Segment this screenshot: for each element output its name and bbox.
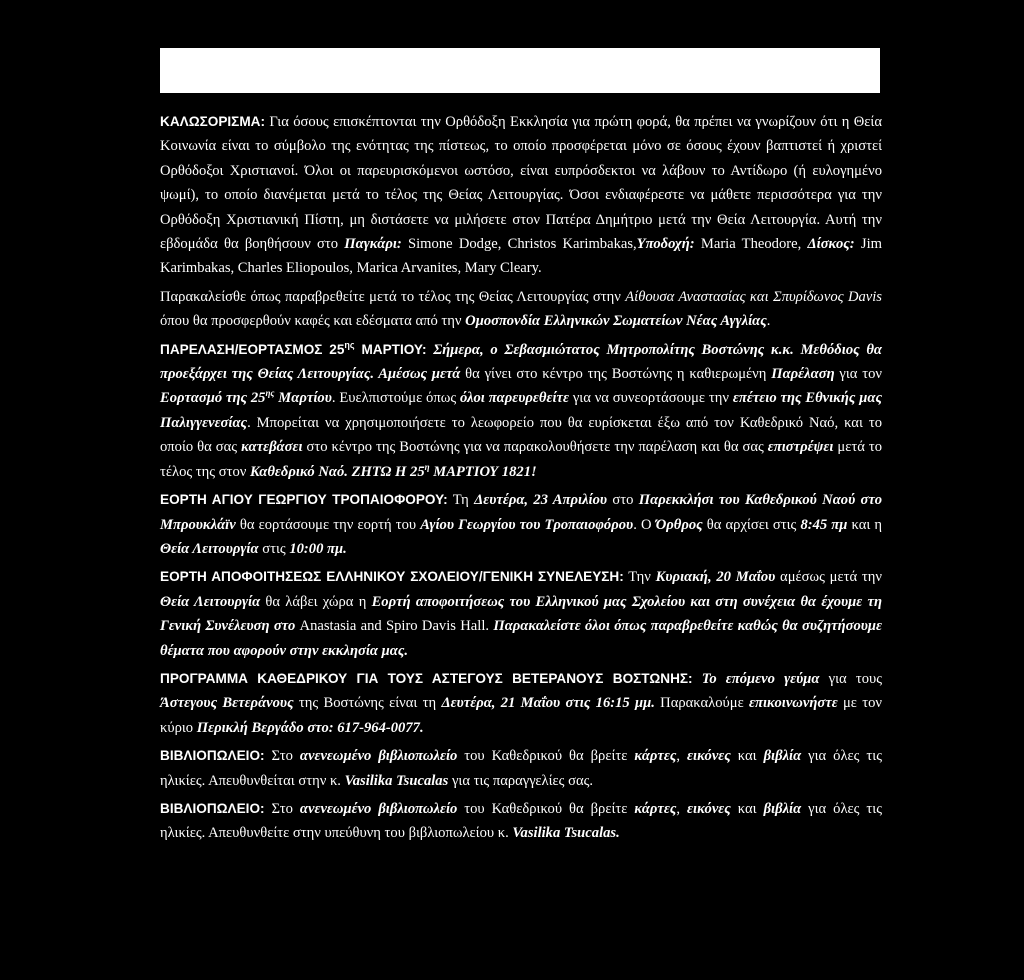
george-heading: ΕΟΡΤΗ ΑΓΙΟΥ ΓΕΩΡΓΙΟΥ ΤΡΟΠΑΙΟΦΟΡΟΥ: [160,492,448,508]
bookstore1-heading: ΒΙΒΛΙΟΠΩΛΕΙΟ: [160,748,265,764]
bookstore2-heading: ΒΙΒΛΙΟΠΩΛΕΙΟ: [160,800,265,816]
bookstore1-t4: και [730,748,764,765]
graduation-heading: ΕΟΡΤΗ ΑΠΟΦΟΙΤΗΣΕΩΣ ΕΛΛΗΝΙΚΟΥ ΣΧΟΛΕΙΟΥ/ΓΕΝΙΚΗ ΣΥΝΕΛΕΥΣΗ: [160,569,624,585]
parade-t7: μετά το τέλος της στον [160,439,882,480]
veterans-b3: Δευτέρα, 21 Μαΐου στις 16:15 μμ. [441,695,655,712]
bookstore2-b2: κάρτες [634,800,677,817]
bookstore2-t5: για όλες τις ηλικίες. Απευθυνθείτε στην υπεύθυνη του βιβλιοπωλείου κ. [160,800,882,842]
graduation-b4: Παρακαλείστε όλοι όπως παραβρεθείτε καθώς θα συζητήσουμε θέματα που αφορούν στην εκκλησία μας. [160,618,882,659]
veterans-t1 [693,671,702,687]
parade-t1: θα γίνει στο κέντρο της Βοστώνης η καθιερωμένη [460,366,772,383]
graduation-t2: αμέσως μετά την [775,569,883,586]
george-b1: Δευτέρα, 23 Απριλίου [474,492,608,509]
bookstore1-b5: Vasilika Tsucalas [344,772,449,789]
veterans-t2: για τους [819,670,883,687]
coffee-paragraph [160,285,882,334]
bookstore1-b2: κάρτες [634,748,677,765]
george-b6: Θεία Λειτουργία [160,540,259,557]
bookstore2-t2: του Καθεδρικού θα βρείτε [457,800,635,817]
parade-b2: Παρέλαση [771,366,835,383]
george-t5: θα αρχίσει στις [702,516,801,533]
coffee-federation: Ομοσπονδία Ελληνικών Σωματείων Νέας Αγγλίας [465,313,767,330]
bookstore1-b1: ανενεωμένο βιβλιοπωλείο [299,748,458,765]
veterans-paragraph [160,667,882,740]
graduation-paragraph [160,565,882,663]
veterans-t5: με τον κύριο [160,695,882,736]
parade-t3: . Ευελπιστούμε όπως [331,390,460,407]
bookstore2-b4: βιβλία [763,800,802,817]
parade-b3-text: Εορτασμό της 25 [160,390,266,407]
parade-b1: Σήμερα, ο Σεβασμιώτατος Μητροπολίτης Βοστώνης κ.κ. Μεθόδιος θα προεξάρχει της Θείας Λειτουργίας. Αμέσως μετά [160,341,882,383]
bookstore1-t2: του Καθεδρικού θα βρείτε [457,748,635,765]
parade-b3 [160,390,332,406]
bookstore-paragraph-1 [160,744,882,793]
bookstore2-t1: Στο [264,800,300,817]
coffee-text-1: Παρακαλείσθε όπως παραβρεθείτε μετά το τέλος της Θείας Λειτουργίας στην [160,288,626,305]
parade-b8-sup: η [424,461,430,472]
parade-heading-sup: ης [344,339,355,350]
george-t7: στις [258,540,290,557]
veterans-t4: Παρακαλούμε [654,695,750,712]
george-b2: Παρεκκλήσι του Καθεδρικού Ναού στο Μπρουκλάϊν [160,492,882,533]
graduation-b2: Θεία Λειτουργία [160,593,261,610]
parade-b8-end: ΜΑΡΤΙΟΥ 1821! [429,463,537,480]
welcome-text: Για όσους επισκέπτονται την Ορθόδοξη Εκκλησία για πρώτη φορά, θα πρέπει να γνωρίζουν ότι η Θεία Κοινωνία είναι το σύμβολο της ενότητας της πίστεως, το οποίο προσφέρεται μόνο σε όσους έχουν βαπτιστεί ή χριστεί Ορθόδοξοι Χριστιανοί. Όλοι οι παρευρισκόμενοι ωστόσο, είναι ευπρόσδεκτοι να λάβουν το Αντίδωρο (ή ευλογημένο ψωμί), το οποίο διανέμεται μετά το τέλος της Θείας Λειτουργίας. Όσοι ενδιαφέρεστε να μάθετε περισσότερα για την Ορθόδοξη Χριστιανική Πίστη, μη διστάσετε να μιλήσετε στον Πατέρα Δημήτριο μετά την Θεία Λειτουργία. Αυτή την εβδομάδα θα βοηθήσουν στο [160,114,882,253]
pangari-label: Παγκάρι: [344,236,402,253]
bookstore1-t6: για τις παραγγελίες σας. [448,772,594,789]
graduation-b1: Κυριακή, 20 Μαΐου [655,569,776,586]
coffee-text-3: . [766,313,771,330]
george-b5: 8:45 πμ [800,516,848,533]
parade-b3-end: Μαρτίου [274,390,332,407]
parade-b7: επιστρέψει [767,439,834,456]
parade-t5: . Μπορείται να χρησιμοποιήσετε το λεωφορείο που θα ευρίσκεται έξω από τον Καθεδρικό Ναό, και το οποίο θα σας [160,414,882,456]
george-t1: Τη [447,492,475,509]
george-b3: Αγίου Γεωργίου του Τροπαιοφόρου [420,516,634,533]
graduation-b3: Εορτή αποφοιτήσεως του Ελληνικού μας Σχολείου και στη συνέχεια θα έχουμε τη Γενική Συνέλευση στο [160,593,882,635]
parade-b8-text: Καθεδρικό Ναό. ΖΗΤΩ Η 25 [250,463,425,480]
welcome-heading: ΚΑΛΩΣΟΡΙΣΜΑ: [160,114,265,129]
parade-b4: όλοι παρευρεθείτε [459,390,569,407]
parade-heading-text: ΠΑΡΕΛΑΣΗ/ΕΟΡΤΑΣΜΟΣ 25 [160,341,345,357]
bookstore1-t1: Στο [264,748,300,765]
bookstore1-t3: , [676,748,688,765]
diskos-names: Jim Karimbakas, Charles Eliopoulos, Marica Arvanites, Mary Cleary. [160,236,882,277]
george-paragraph [160,488,882,561]
diskos-label: Δίσκος: [807,236,855,253]
parade-t2: για τον [834,366,883,383]
parade-heading [160,339,427,357]
veterans-b2: Άστεγους Βετεράνους [160,695,294,712]
george-b4: Όρθρος [655,516,703,533]
veterans-b5: Περικλή Βεργάδο στο: 617-964-0077. [196,719,424,736]
bookstore2-b1: ανενεωμένο βιβλιοπωλείο [299,800,458,817]
george-t2: στο [607,492,639,509]
george-t4: . Ο [633,516,656,533]
parade-t4: για να συνεορτάσουμε την [568,390,733,407]
parade-heading-end: ΜΑΡΤΙΟΥ: [354,341,427,357]
parade-t6: στο κέντρο της Βοστώνης για να παρακολουθήσετε την παρέλαση και θα σας [302,439,768,456]
bookstore1-b3: εικόνες [687,748,731,765]
header-bar [160,48,880,93]
parade-b3-sup: ης [265,388,275,399]
ypodoxi-names: Maria Theodore, [694,236,808,253]
bookstore2-t4: και [730,800,764,817]
coffee-hall: Αίθουσα Αναστασίας και Σπυρίδωνος Davis [625,288,882,305]
coffee-text-2: όπου θα προσφερθούν καφές και εδέσματα από την [160,313,466,330]
veterans-b1: Το επόμενο γεύμα [701,670,820,687]
ypodoxi-label: Υποδοχή: [636,236,695,253]
parade-b6: κατεβάσει [241,439,303,456]
bookstore2-b5: Vasilika Tsucalas. [512,825,620,842]
george-t3: θα εορτάσουμε την εορτή του [235,516,421,533]
bookstore-paragraph-2 [160,797,882,846]
george-b7: 10:00 πμ. [289,540,347,557]
george-t6: και η [847,516,883,533]
graduation-t1: Την [623,569,656,586]
veterans-heading: ΠΡΟΓΡΑΜΜΑ ΚΑΘΕΔΡΙΚΟΥ ΓΙΑ ΤΟΥΣ ΑΣΤΕΓΟΥΣ ΒΕΤΕΡΑΝΟΥΣ ΒΟΣΤΩΝΗΣ: [160,670,693,686]
welcome-paragraph [160,110,882,281]
veterans-b4: επικοινωνήστε [749,695,838,712]
veterans-t3: της Βοστώνης είναι τη [293,695,442,712]
parade-paragraph [160,338,882,484]
bookstore1-t5: για όλες τις ηλικίες. Απευθυνθείται στην κ. [160,748,882,789]
parade-b5: επέτειο της Εθνικής μας Παλιγγενεσίας [160,390,882,431]
bookstore2-b3: εικόνες [687,800,731,817]
parade-b8 [250,461,537,480]
graduation-t3: θα λάβει χώρα η [260,593,372,610]
pangari-names: Simone Dodge, Christos Karimbakas, [401,236,637,253]
bookstore1-b4: βιβλία [763,748,802,765]
announcements [160,110,882,850]
graduation-t4: Anastasia and Spiro Davis Hall. [295,618,494,635]
bookstore2-t3: , [676,800,688,817]
